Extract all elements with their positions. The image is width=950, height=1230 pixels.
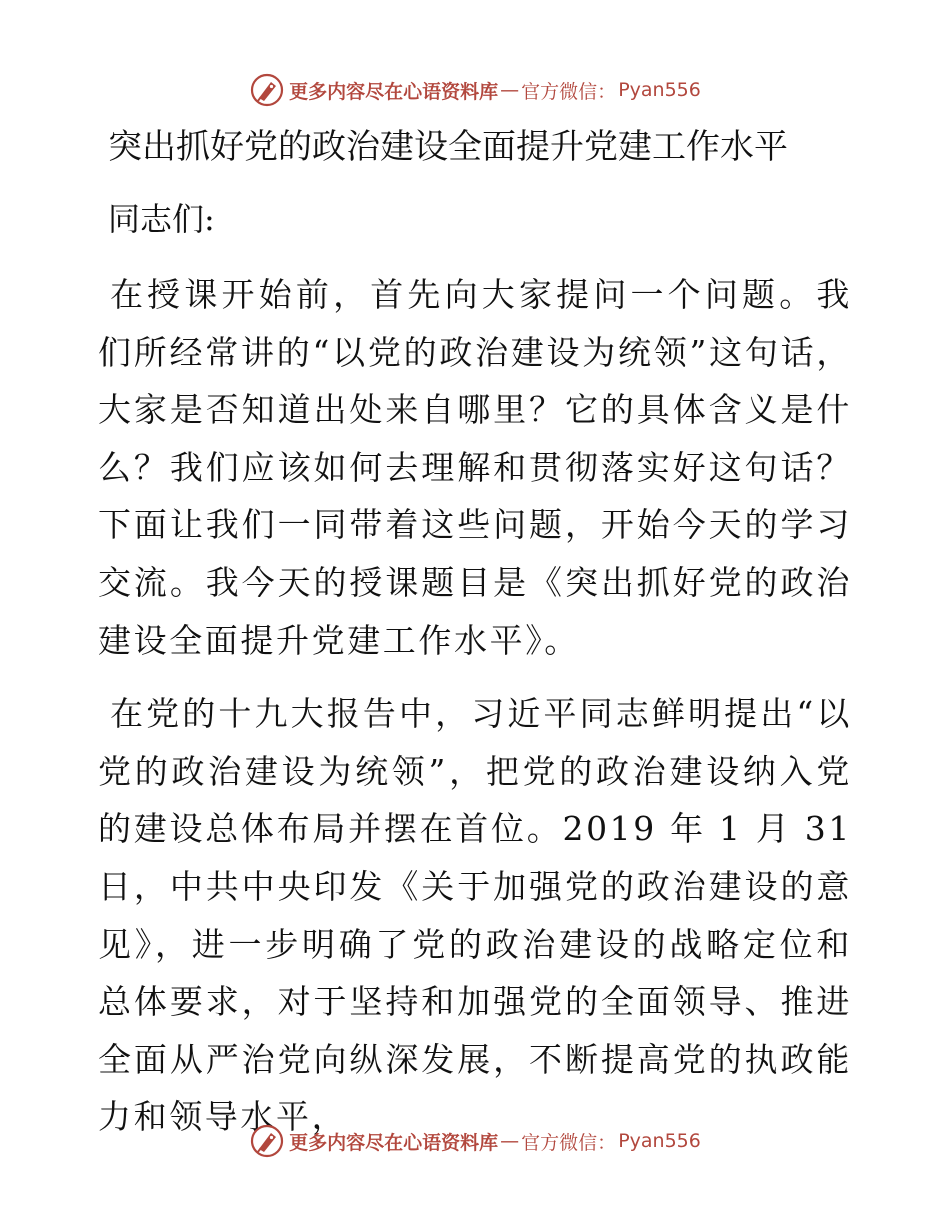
watermark-separator: — — [500, 79, 520, 101]
watermark-official-label: 官方微信： — [521, 1131, 617, 1154]
document-body — [98, 118, 852, 1146]
paragraph-1: 在授课开始前，首先向大家提问一个问题。我们所经常讲的“以党的政治建设为统领”这句话，大家是否知道出处来自哪里？它的具体含义是什么？我们应该如何去理解和贯彻落实好这句话？下面让我们一同带着这些问题，开始今天的学习交流。我今天的授课题目是《突出抓好党的政治建设全面提升党建工作水平》。 — [98, 275, 852, 660]
document-title: 突出抓好党的政治建设全面提升党建工作水平 — [108, 127, 788, 167]
watermark-official-label: 官方微信： — [521, 80, 617, 103]
footer-watermark — [0, 1121, 950, 1161]
pen-nib-logo-icon — [249, 1123, 285, 1159]
salutation: 同志们: — [108, 200, 215, 238]
pen-nib-logo-icon — [249, 72, 285, 108]
watermark-wechat-id: Pyan556 — [618, 79, 701, 101]
watermark-wechat-id: Pyan556 — [618, 1130, 701, 1152]
header-watermark — [0, 70, 950, 110]
watermark-separator: — — [500, 1130, 520, 1152]
watermark-main-text: 更多内容尽在心语资料库 — [289, 80, 499, 103]
paragraph-2: 在党的十九大报告中，习近平同志鲜明提出“以党的政治建设为统领”，把党的政治建设纳入党的建设总体布局并摆在首位。2019 年 1 月 31 日，中共中央印发《关于加强党的政治建设的意见》，进一步明确了党的政治建设的战略定位和总体要求，对于坚持和加强党的全面领导、推进全面从严治党向纵深发展，不断提高党的执政能力和领导水平， — [98, 694, 852, 1137]
watermark-main-text: 更多内容尽在心语资料库 — [289, 1131, 499, 1154]
